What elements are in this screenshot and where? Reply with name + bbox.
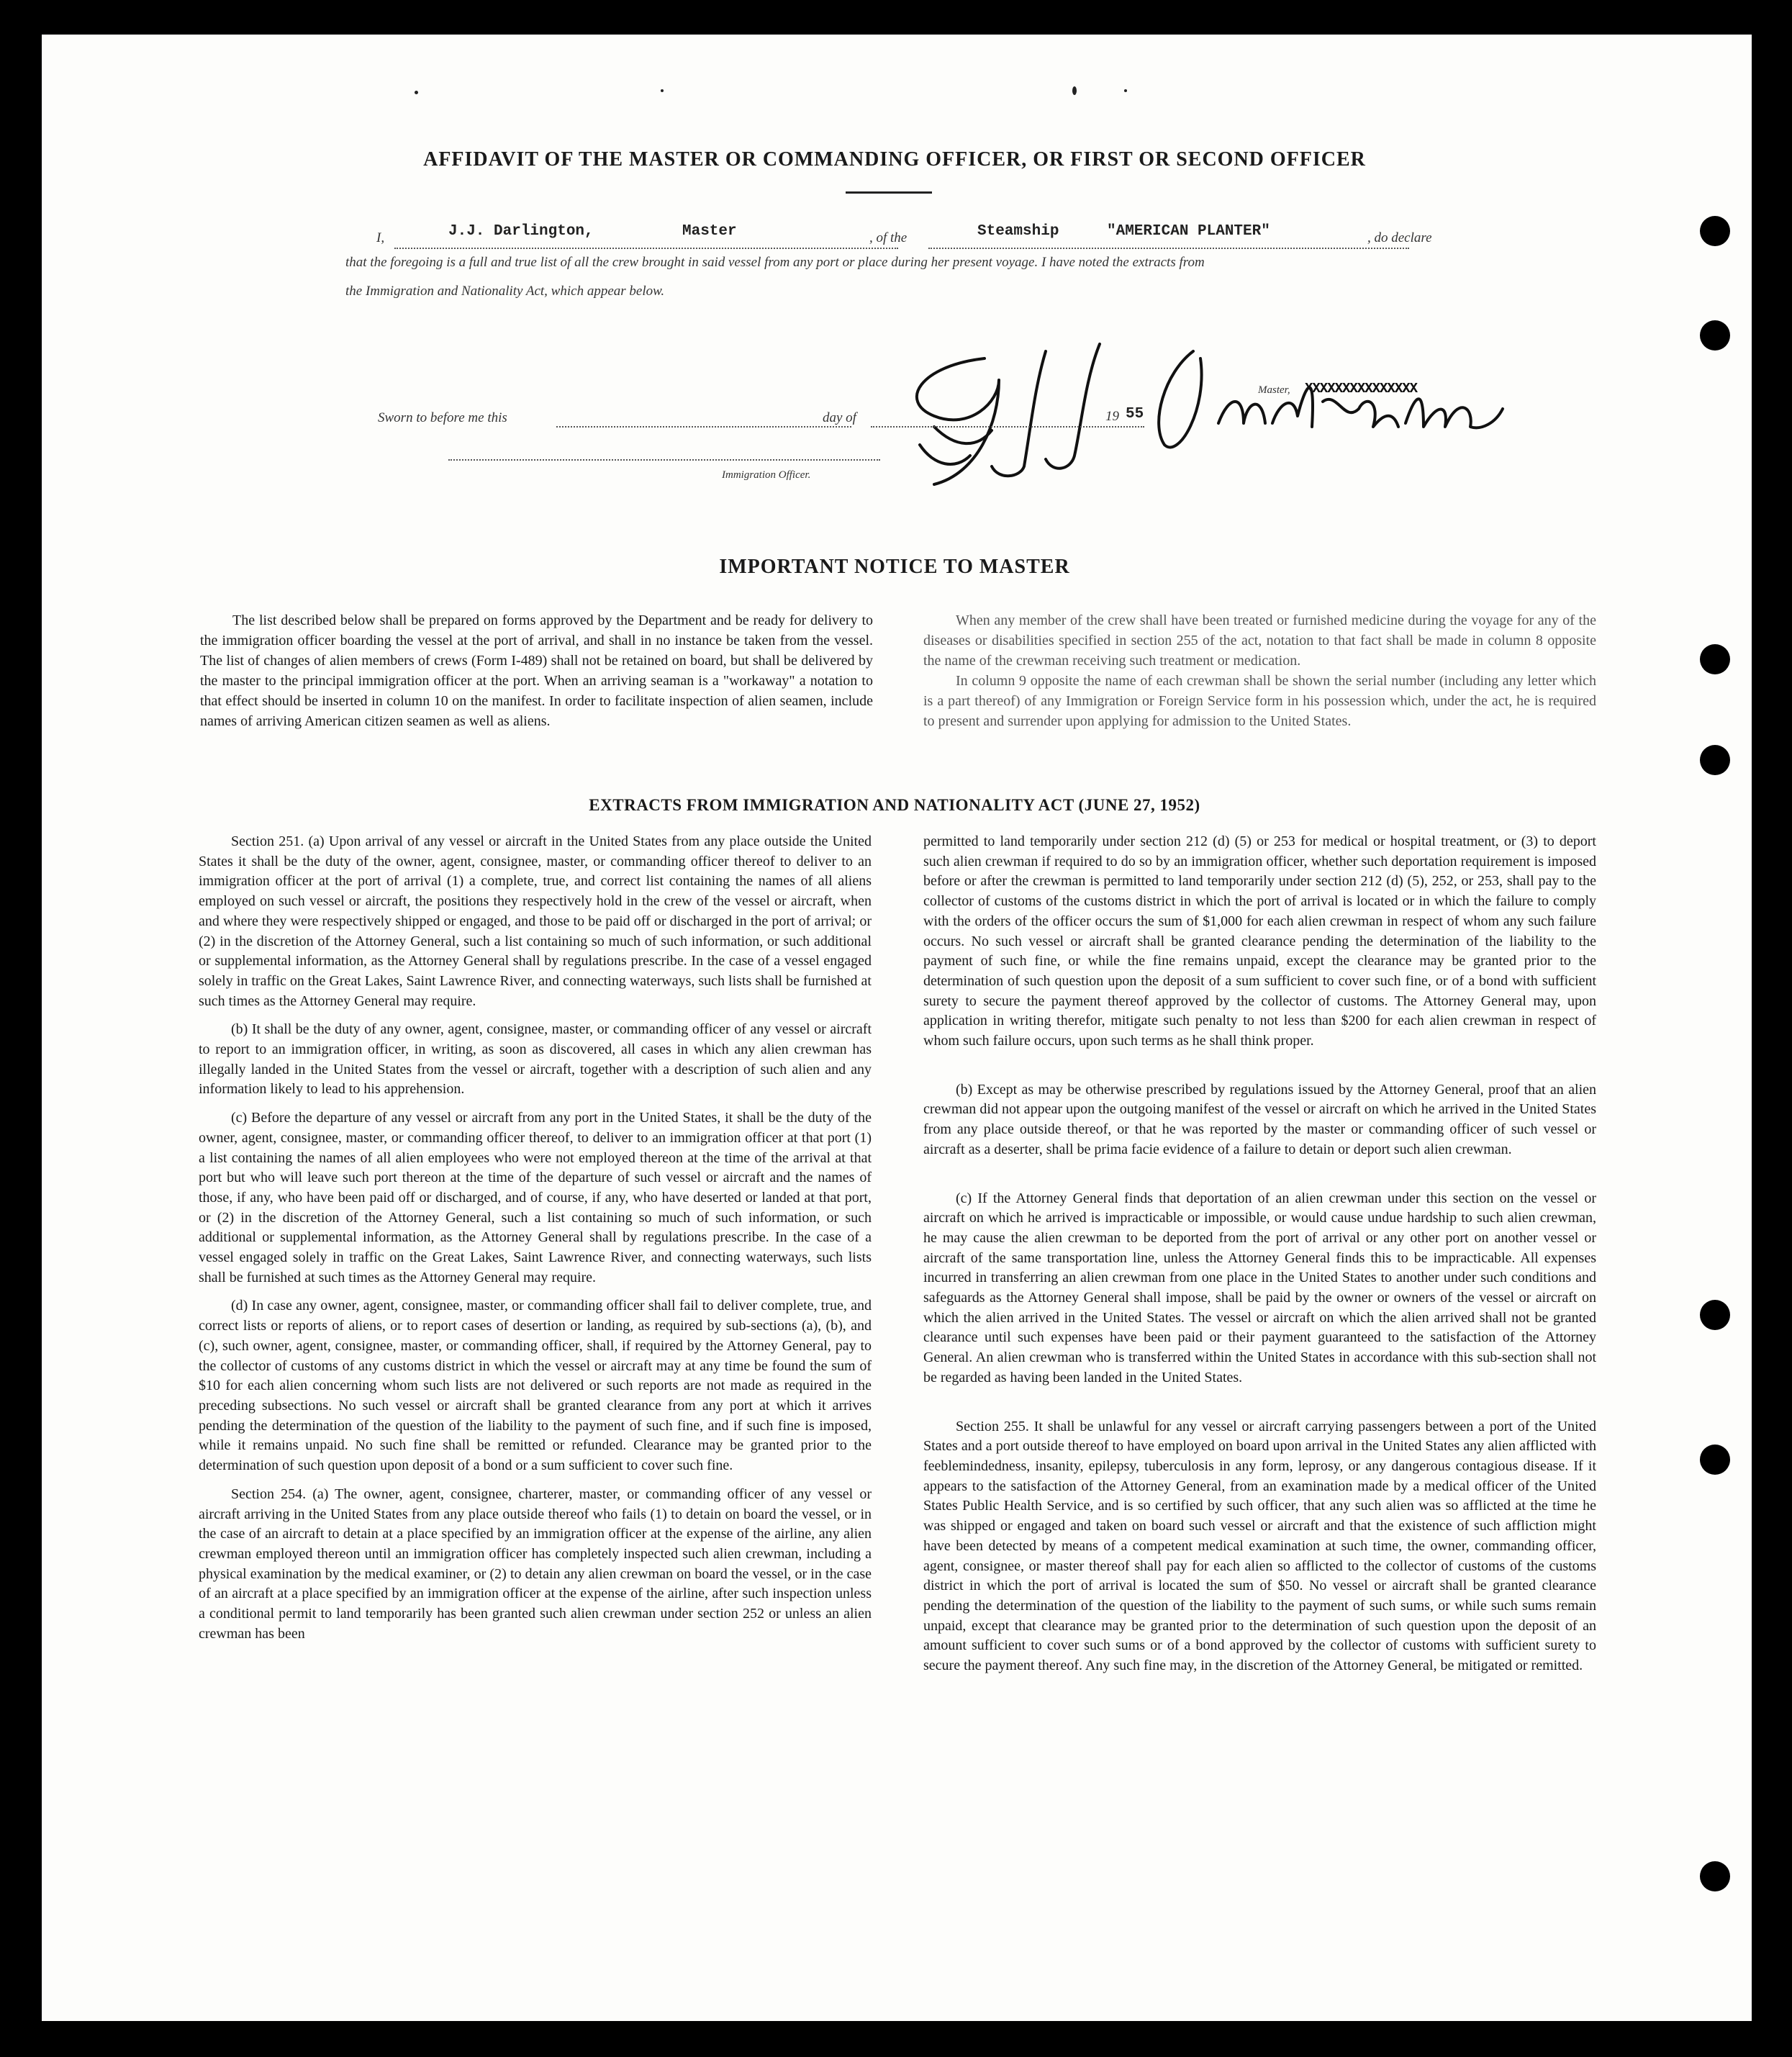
notice-paragraph: When any member of the crew shall have been treated or furnished medicine during the voyage for any of the diseases or disabilities specified in section 255 of the act, notation to that fact shall be made in column 8 opposite the name of the crewman receiving such treatment or medication. xyxy=(923,612,1596,669)
section-254-c: (c) If the Attorney General finds that deportation of an alien crewman under this section on the vessel or aircraft on which he arrived is impracticable or impossible, or would cause undue hardship to such alien crewman, he may cause the alien crewman to be deported from the port of arrival or any other port on another vessel or aircraft of the same transportation line, unless the Attorney General finds this to be impracticable. All expenses incurred in transferring an alien crewman from one place in the United States to another under such conditions and safeguards as the Attorney General shall impose, shall be paid by the owner or owners of the vessel or aircraft on which the alien arrived in the United States. The vessel or aircraft on which the alien arrived shall not be granted clearance until such expenses have been paid or their payment guaranteed to the satisfaction of the Attorney General. An alien crewman who is transferred within the United States in accordance with this sub-section shall not be regarded as having been landed in the United States. xyxy=(923,1190,1596,1385)
master-name: J.J. Darlington, xyxy=(448,223,594,240)
page-edge xyxy=(1747,35,1752,2021)
do-declare-label: , do declare xyxy=(1367,230,1432,245)
officer-signature-line xyxy=(448,459,880,461)
title-divider xyxy=(846,191,932,194)
vessel-name: "AMERICAN PLANTER" xyxy=(1107,223,1270,240)
declaration-line-2: the Immigration and Nationality Act, which appear below. xyxy=(345,284,665,299)
declaration-line-1: that the foregoing is a full and true list of all the crew brought in said vessel from any port or place during her present voyage. I have noted the extracts from xyxy=(345,255,1205,270)
of-the-label: , of the xyxy=(869,230,908,245)
scan-speck xyxy=(661,89,664,92)
punch-hole xyxy=(1700,644,1730,674)
affidavit-title: AFFIDAVIT OF THE MASTER OR COMMANDING OFFICER, OR FIRST OR SECOND OFFICER xyxy=(423,148,1366,171)
month-line xyxy=(871,426,1144,428)
vessel-line xyxy=(928,248,1409,249)
punch-hole xyxy=(1700,1445,1730,1475)
year-prefix: 19 xyxy=(1105,409,1119,424)
year-suffix: 55 xyxy=(1126,406,1144,422)
extracts-left-column xyxy=(199,832,872,1644)
day-of-label: day of xyxy=(823,410,856,425)
section-251-c: (c) Before the departure of any vessel or aircraft from any port in the United States, it shall be the duty of the owner, agent, consignee, master, or commanding officer thereof, to deliver to an immigration officer at that port (1) a list containing the names of all alien employees who were not employed thereon at the time of the arrival at that port but who will leave such port thereon at the time of the departure of such vessel or aircraft and the names of those, if any, who have been paid off or discharged, and of course, if any, who have deserted or landed at that port, or (2) in the discretion of the Attorney General, such a list containing so much of such information, or such additional or supplemental information, as the Attorney General shall by regulations prescribe. In the case of a vessel engaged solely in traffic on the Great Lakes, Saint Lawrence River, and connecting waterways, such lists shall be furnished at such times as the Attorney General may require. xyxy=(199,1110,872,1285)
notice-title: IMPORTANT NOTICE TO MASTER xyxy=(719,556,1070,578)
punch-hole xyxy=(1700,1300,1730,1330)
scan-speck xyxy=(415,91,418,94)
extracts-title: EXTRACTS FROM IMMIGRATION AND NATIONALITY ACT (JUNE 27, 1952) xyxy=(589,796,1200,814)
i-label: I, xyxy=(376,230,385,245)
name-line xyxy=(394,248,898,249)
section-254-b: (b) Except as may be otherwise prescribed by regulations issued by the Attorney General, proof that an alien crewman did not appear upon the outgoing manifest of the vessel or aircraft on which he arrived in the United States from any place outside thereof, or that he was reported by the master or commanding officer of such vessel or aircraft as a deserter, shall be prima facie evidence of a failure to detain or deport such alien crewman. xyxy=(923,1081,1596,1157)
immigration-officer-label: Immigration Officer. xyxy=(722,469,811,481)
vessel-type: Steamship xyxy=(977,223,1059,240)
punch-hole xyxy=(1700,745,1730,775)
notice-right-column xyxy=(923,610,1596,731)
section-254-a: Section 254. (a) The owner, agent, consignee, charterer, master, or commanding officer of any vessel or aircraft arriving in the United States from any place outside thereof who fails (1) to detain on board the vessel, or in the case of an aircraft to detain at a place specified by an immigration officer at the expense of the airline, any alien crewman employed thereon until an immigration officer has completely inspected such alien crewman, including a physical examination by the medical examiner, or (2) to detain any alien crewman on board the vessel, or in the case of an aircraft at a place specified by an immigration officer at the expense of the airline, after such inspection unless a conditional permit to land temporarily has been granted such alien crewman under section 252 or unless an alien crewman has been xyxy=(199,1486,872,1642)
section-251-b: (b) It shall be the duty of any owner, agent, consignee, master, or commanding officer of any vessel or aircraft to report to an immigration officer, in writing, as soon as discovered, all cases in which any alien crewman has illegally landed in the United States from the vessel or aircraft, together with a description of such alien and any information likely to lead to his apprehension. xyxy=(199,1021,872,1098)
notice-paragraph: In column 9 opposite the name of each crewman shall be shown the serial number (including any letter which is a part thereof) of any Immigration or Foreign Service form in his possession which, under the act, he is required to present and surrender upon applying for admission to the United States. xyxy=(923,673,1596,729)
notice-left-column xyxy=(200,610,873,731)
notice-paragraph: The list described below shall be prepared on forms approved by the Department and be ready for delivery to the immigration officer boarding the vessel at the port of arrival, and shall in no instance be taken from the vessel. The list of changes of alien members of crews (Form I-489) shall not be retained on board, but shall be delivered by the master to the principal immigration officer at the port. When an arriving seaman is a "workaway" a notation to that effect should be inserted in column 10 on the manifest. In order to facilitate inspection of alien seamen, include names of arriving American citizen seamen as well as aliens. xyxy=(200,612,873,729)
punch-hole xyxy=(1700,320,1730,351)
sworn-label: Sworn to before me this xyxy=(378,410,507,425)
master-rank: Master xyxy=(682,223,737,240)
master-label: Master, xyxy=(1258,384,1290,396)
section-254-a-continued: permitted to land temporarily under section 212 (d) (5) or 253 for medical or hospital treatment, or (3) to deport such alien crewman if required to do so by an immigration officer, whether such deportation requirement is imposed before or after the crewman is permitted to land temporarily under section 212 (d) (5), 252, or 253, shall pay to the collector of customs of the customs district in which the port of arrival is located or in which the failure to comply with the orders of the officer occurs the sum of $1,000 for each alien crewman in respect of whom any such failure occurs. No such vessel or aircraft shall be granted clearance pending the determination of the liability to the payment of such fine, or while the fine remains unpaid, except the clearance may be granted prior to the determination of such question upon the deposit of a sum sufficient to cover such fine, or of a bond with sufficient surety to secure the payment thereof approved by the collector of customs. The Attorney General may, upon application in writing therefor, mitigate such penalty to not less than $200 for each alien crewman in respect of whom such failure occurs, upon such terms as he shall think proper. xyxy=(923,833,1596,1049)
document-page xyxy=(42,35,1747,2021)
scan-speck xyxy=(1124,89,1127,92)
handwritten-signature xyxy=(891,322,1510,495)
section-251-d: (d) In case any owner, agent, consignee, master, or commanding officer shall fail to deliver complete, true, and correct lists or reports of aliens, or to report cases of desertion or landing, as required by sub-sections (a), (b), and (c), such owner, agent, consignee, master, or commanding officer, shall, if required by the Attorney General, pay to the collector of customs of any customs district in which the vessel or aircraft may at any time be found the sum of $10 for each alien concerning whom such lists are not delivered or such reports are not made as required in the preceding subsections. No such vessel or aircraft shall be granted clearance from any port at which it arrives pending the determination of the question of the liability to the payment of such fine, and if such fine is imposed, while it remains unpaid. No such fine shall be remitted or refunded. Clearance may be granted prior to the determination of such question upon deposit of a bond or a sum sufficient to cover such fine. xyxy=(199,1298,872,1474)
sworn-day-line xyxy=(556,426,851,428)
section-255: Section 255. It shall be unlawful for any vessel or aircraft carrying passengers between a port of the United States and a port outside thereof to have employed on board upon arrival in the United States any alien afflicted with feeblemindedness, insanity, epilepsy, tuberculosis in any form, leprosy, or any dangerous contagious disease. If it appears to the satisfaction of the Attorney General, from an examination made by a medical officer of the United States Public Health Service, and is so certified by such officer, that any such alien was so afflicted at the time he was shipped or engaged and taken on board such vessel or aircraft and that the existence of such affliction might have been detected by means of a competent medical examination at such time, the owner, commanding officer, agent, consignee, or master thereof shall pay for each alien so afflicted to the collector of customs of the customs district in which the port of arrival is located the sum of $50. No vessel or aircraft shall be granted clearance pending the determination of the question of the liability to the payment of such sums, or while such sums remain unpaid, except that clearance may be granted prior to the determination of such question upon the deposit of an amount sufficient to cover such sums or of a bond approved by the collector of customs with sufficient surety to secure the payment thereof. Any such fine may, in the discretion of the Attorney General, be mitigated or remitted. xyxy=(923,1418,1596,1674)
punch-hole xyxy=(1700,216,1730,246)
punch-hole xyxy=(1700,1861,1730,1891)
extracts-right-column xyxy=(923,832,1596,1676)
struck-out-text: XXXXXXXXXXXXXXX xyxy=(1305,381,1418,397)
scan-speck xyxy=(1072,86,1077,95)
section-251-a: Section 251. (a) Upon arrival of any vessel or aircraft in the United States from any place outside the United States it shall be the duty of the owner, agent, consignee, master, or commanding officer thereof to deliver to an immigration officer at the port of arrival (1) a complete, true, and correct list containing the names of all aliens employed on such vessel or aircraft, the positions they respectively hold in the crew of the vessel or aircraft, when and where they were respectively shipped or engaged, and those to be paid off or discharged in the port of arrival; or (2) in the discretion of the Attorney General, such a list containing so much of such information, or such additional or supplemental information, as the Attorney General shall by regulations prescribe. In the case of a vessel engaged solely in traffic on the Great Lakes, Saint Lawrence River, and connecting waterways, such lists shall be furnished at such times as the Attorney General may require. xyxy=(199,833,872,1009)
